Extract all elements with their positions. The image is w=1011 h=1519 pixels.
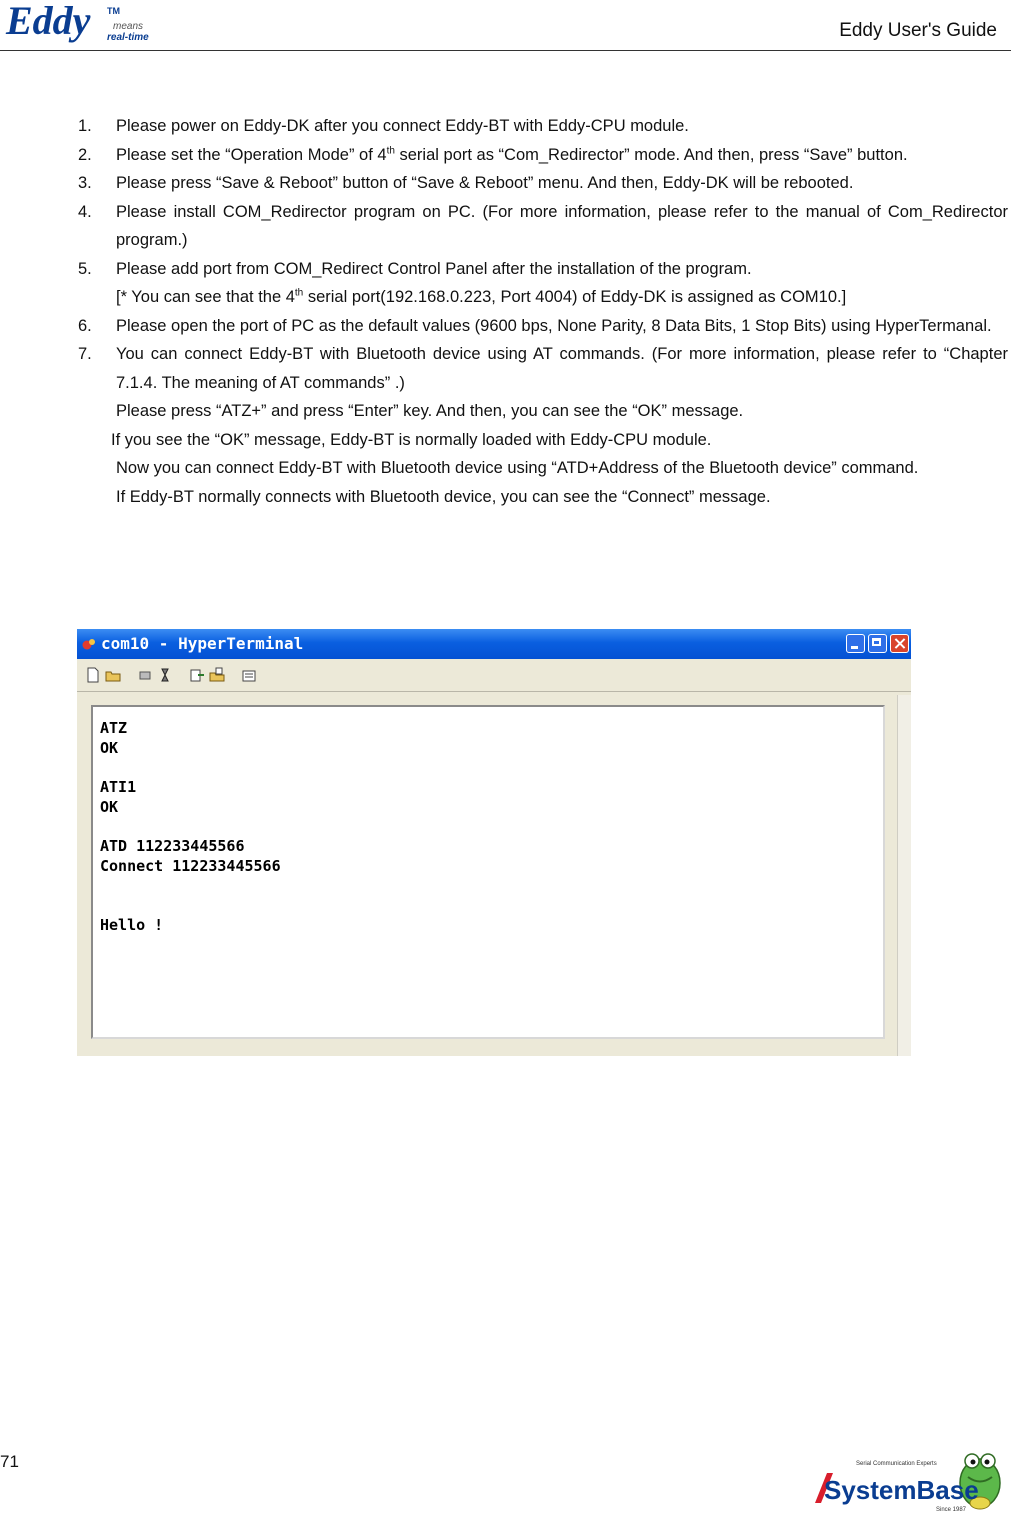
step-7 (78, 340, 1008, 397)
systembase-since: Since 1987 (936, 1507, 967, 1513)
step-3 (78, 169, 1008, 198)
vertical-scrollbar[interactable] (897, 695, 911, 1056)
step-text: You can connect Eddy-BT with Bluetooth device using AT commands. (For more information, please refer to “Chapter 7.1.4. The meaning of AT commands” .) (116, 345, 1008, 392)
disconnect-icon[interactable] (137, 667, 153, 683)
terminal-text: ATZ OK ATI1 OK ATD 112233445566 Connect 112233445566 Hello ! (100, 719, 281, 935)
new-icon[interactable] (85, 667, 101, 683)
step-number: 2. (78, 145, 92, 164)
step-2 (78, 141, 1008, 170)
maximize-button[interactable] (868, 634, 887, 653)
step-number: 6. (78, 316, 92, 335)
step-5 (78, 255, 1008, 284)
eddy-logo-brand: Eddy (6, 0, 91, 43)
step-4 (78, 198, 1008, 255)
hyperterminal-window (77, 629, 911, 1056)
step-text: Please install COM_Redirector program on PC. (For more information, please refer to the manual of Com_Redirector program.) (116, 202, 1008, 249)
step-1 (78, 112, 1008, 141)
eddy-logo (4, 0, 174, 48)
eddy-logo-tm: TM (107, 6, 120, 16)
step-text: Please set the “Operation Mode” of 4th serial port as “Com_Redirector” mode. And then, press “Save” button. (116, 145, 908, 164)
step-text: Please power on Eddy-DK after you connect Eddy-BT with Eddy-CPU module. (116, 117, 689, 135)
systembase-wordmark: SystemBase (824, 1475, 979, 1505)
step-number: 1. (78, 117, 92, 135)
step-number: 4. (78, 202, 92, 221)
page-header (0, 0, 1011, 52)
step-number: 3. (78, 174, 92, 192)
toolbar (77, 659, 911, 692)
dial-icon[interactable] (157, 667, 173, 683)
window-title-bar[interactable] (77, 629, 911, 659)
open-icon[interactable] (105, 667, 121, 683)
send-icon[interactable] (189, 667, 205, 683)
properties-icon[interactable] (241, 667, 257, 683)
step-6 (78, 312, 1008, 341)
systembase-tagline: Serial Communication Experts (856, 1461, 937, 1467)
hyperterminal-app-icon (82, 637, 96, 651)
header-divider (0, 50, 1011, 51)
step-7-continuation: Now you can connect Eddy-BT with Bluetooth device using “ATD+Address of the Bluetooth device” command. (116, 459, 919, 477)
eddy-logo-tagline-2: real-time (107, 32, 149, 43)
terminal-output[interactable] (91, 705, 885, 1039)
step-5-note: [* You can see that the 4th serial port(192.168.0.223, Port 4004) of Eddy-DK is assigned as COM10.] (116, 287, 847, 306)
step-text: Please add port from COM_Redirect Control Panel after the installation of the program. (116, 259, 752, 278)
instruction-list (78, 112, 1008, 511)
step-7-continuation: If you see the “OK” message, Eddy-BT is normally loaded with Eddy-CPU module. (111, 430, 712, 449)
step-text: Please open the port of PC as the default values (9600 bps, None Parity, 8 Data Bits, 1 Stop Bits) using HyperTermanal. (116, 316, 992, 335)
guide-title: Eddy User's Guide (839, 20, 997, 41)
minimize-button[interactable] (846, 634, 865, 653)
step-number: 5. (78, 259, 92, 278)
page-number: 71 (0, 1452, 19, 1471)
step-number: 7. (78, 345, 92, 363)
window-title: com10 - HyperTerminal (101, 634, 304, 653)
step-text: Please press “Save & Reboot” button of “Save & Reboot” menu. And then, Eddy-DK will be rebooted. (116, 174, 854, 192)
close-button[interactable] (890, 634, 909, 653)
step-7-continuation: If Eddy-BT normally connects with Bluetooth device, you can see the “Connect” message. (116, 487, 771, 506)
systembase-logo (812, 1443, 1008, 1517)
eddy-logo-tagline-1: means (113, 21, 144, 32)
receive-icon[interactable] (209, 667, 225, 683)
step-7-continuation: Please press “ATZ+” and press “Enter” key. And then, you can see the “OK” message. (116, 402, 744, 420)
